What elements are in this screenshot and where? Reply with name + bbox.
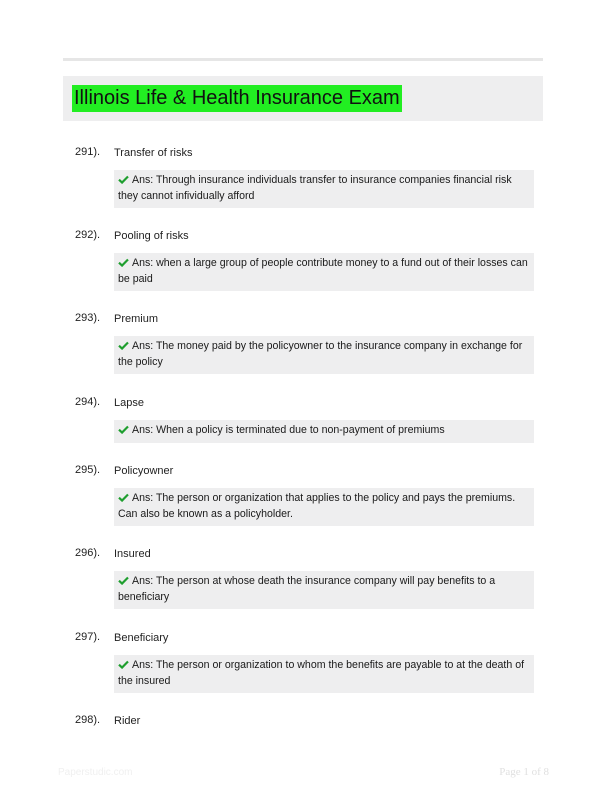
answer-box: [114, 655, 534, 693]
answer-text: Ans: The person at whose death the insurance company will pay benefits to a beneficiary: [118, 575, 496, 603]
answer-box: [114, 488, 534, 526]
check-icon: [118, 576, 129, 585]
question-text: Beneficiary: [114, 632, 169, 644]
answer-box: [114, 253, 534, 291]
question-number: 298).: [75, 714, 101, 726]
top-divider: [63, 58, 543, 61]
question-number: 294).: [75, 396, 101, 408]
answer-text: Ans: The money paid by the policyowner to the insurance company in exchange for the policy: [118, 340, 523, 368]
question-text: Lapse: [114, 397, 144, 409]
check-icon: [118, 660, 129, 669]
question-text: Transfer of risks: [114, 147, 193, 159]
answer-text: Ans: when a large group of people contribute money to a fund out of their losses can be paid: [118, 257, 528, 285]
page-number: Page 1 of 8: [499, 766, 549, 778]
question-number: 292).: [75, 229, 101, 241]
document-title: Illinois Life & Health Insurance Exam: [72, 85, 402, 112]
check-icon: [118, 341, 129, 350]
answer-text: Ans: The person or organization to whom the benefits are payable to at the death of the insured: [118, 659, 525, 687]
question-number: 296).: [75, 547, 101, 559]
answer-box: [114, 336, 534, 374]
check-icon: [118, 425, 129, 434]
check-icon: [118, 258, 129, 267]
answer-box: [114, 571, 534, 609]
answer-box: [114, 170, 534, 208]
question-text: Pooling of risks: [114, 230, 189, 242]
check-icon: [118, 175, 129, 184]
question-text: Rider: [114, 715, 141, 727]
question-number: 291).: [75, 146, 101, 158]
check-icon: [118, 493, 129, 502]
answer-text: Ans: The person or organization that applies to the policy and pays the premiums. Can also be known as a policyholder.: [118, 492, 516, 520]
question-number: 297).: [75, 631, 101, 643]
title-banner: [63, 76, 543, 121]
answer-text: Ans: When a policy is terminated due to non-payment of premiums: [132, 424, 445, 436]
question-text: Insured: [114, 548, 151, 560]
question-text: Premium: [114, 313, 159, 325]
footer-watermark: Paperstudic.com: [58, 767, 133, 778]
answer-text: Ans: Through insurance individuals transfer to insurance companies financial risk they cannot infividually afford: [118, 174, 512, 202]
question-number: 293).: [75, 312, 101, 324]
answer-box: [114, 420, 534, 443]
question-text: Policyowner: [114, 465, 174, 477]
question-number: 295).: [75, 464, 101, 476]
